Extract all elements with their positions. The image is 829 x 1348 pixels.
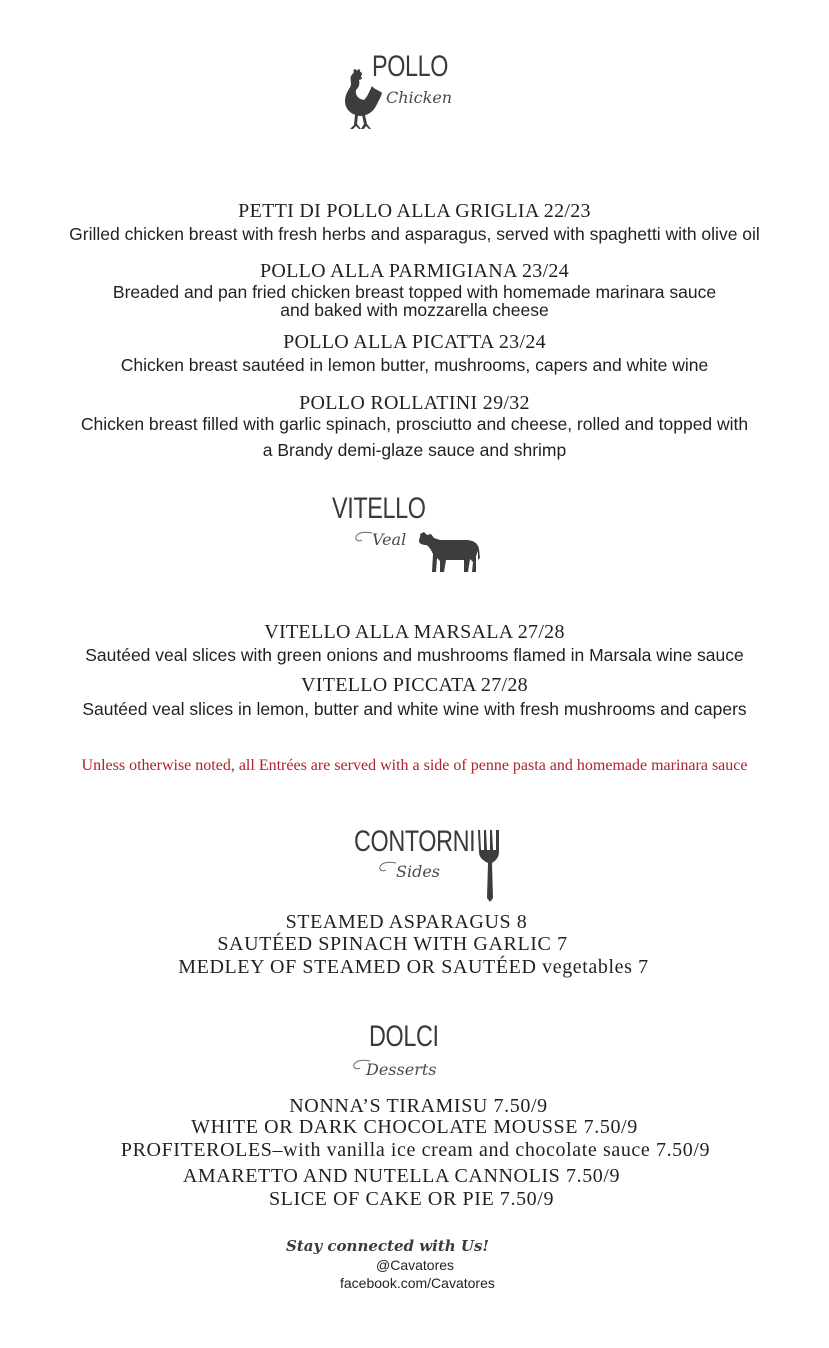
cow-icon — [418, 530, 482, 574]
dessert-item: AMARETTO AND NUTELLA CANNOLIS 7.50/9 — [182, 1165, 621, 1187]
dish-name: PETTI DI POLLO ALLA GRIGLIA 22/23 — [238, 200, 591, 222]
dessert-item: SLICE OF CAKE OR PIE 7.50/9 — [268, 1188, 555, 1210]
dish-description: Chicken breast filled with garlic spinach, prosciutto and cheese, rolled and topped with — [80, 414, 749, 434]
swirl-icon — [378, 860, 398, 874]
stay-connected-text: Stay connected with Us! — [286, 1237, 490, 1255]
dish-description: Sautéed veal slices in lemon, butter and white wine with fresh mushrooms and capers — [82, 699, 747, 719]
dolci-subtitle: Desserts — [366, 1060, 437, 1079]
dessert-item: NONNA’S TIRAMISU 7.50/9 — [289, 1095, 548, 1117]
side-item: MEDLEY OF STEAMED OR SAUTÉED vegetables 7 — [178, 956, 649, 978]
side-item: STEAMED ASPARAGUS 8 — [285, 911, 528, 933]
dish-name: POLLO ALLA PICATTA 23/24 — [283, 331, 546, 353]
side-item: SAUTÉED SPINACH WITH GARLIC 7 — [217, 933, 568, 955]
dish-description: Breaded and pan fried chicken breast topped with homemade marinara sauce — [112, 282, 717, 302]
dish-description: Grilled chicken breast with fresh herbs and asparagus, served with spaghetti with olive oil — [69, 224, 760, 244]
pollo-title: POLLO — [372, 50, 449, 83]
dish-description: Chicken breast sautéed in lemon butter, mushrooms, capers and white wine — [120, 355, 709, 375]
social-handle: @Cavatores — [376, 1257, 455, 1273]
dolci-title: DOLCI — [369, 1020, 439, 1053]
swirl-icon — [354, 530, 374, 544]
fork-icon — [476, 828, 504, 904]
dish-description: a Brandy demi-glaze sauce and shrimp — [262, 440, 567, 460]
dessert-item: PROFITEROLES–with vanilla ice cream and chocolate sauce 7.50/9 — [120, 1139, 711, 1161]
vitello-title: VITELLO — [332, 492, 426, 525]
contorni-subtitle: Sides — [396, 862, 440, 881]
dish-name: VITELLO PICCATA 27/28 — [301, 674, 528, 696]
dish-name: POLLO ROLLATINI 29/32 — [299, 392, 530, 414]
contorni-title: CONTORNI — [354, 825, 476, 858]
pollo-subtitle: Chicken — [386, 88, 453, 107]
dessert-item: WHITE OR DARK CHOCOLATE MOUSSE 7.50/9 — [191, 1116, 638, 1138]
dish-name: VITELLO ALLA MARSALA 27/28 — [264, 621, 565, 643]
dish-name: POLLO ALLA PARMIGIANA 23/24 — [259, 260, 570, 282]
dish-description: and baked with mozzarella cheese — [280, 300, 549, 320]
entree-note: Unless otherwise noted, all Entrées are served with a side of penne pasta and homemade marinara sauce — [81, 757, 748, 774]
dish-description: Sautéed veal slices with green onions and mushrooms flamed in Marsala wine sauce — [85, 645, 744, 665]
vitello-subtitle: Veal — [372, 530, 407, 549]
facebook-link[interactable]: facebook.com/Cavatores — [340, 1275, 495, 1291]
